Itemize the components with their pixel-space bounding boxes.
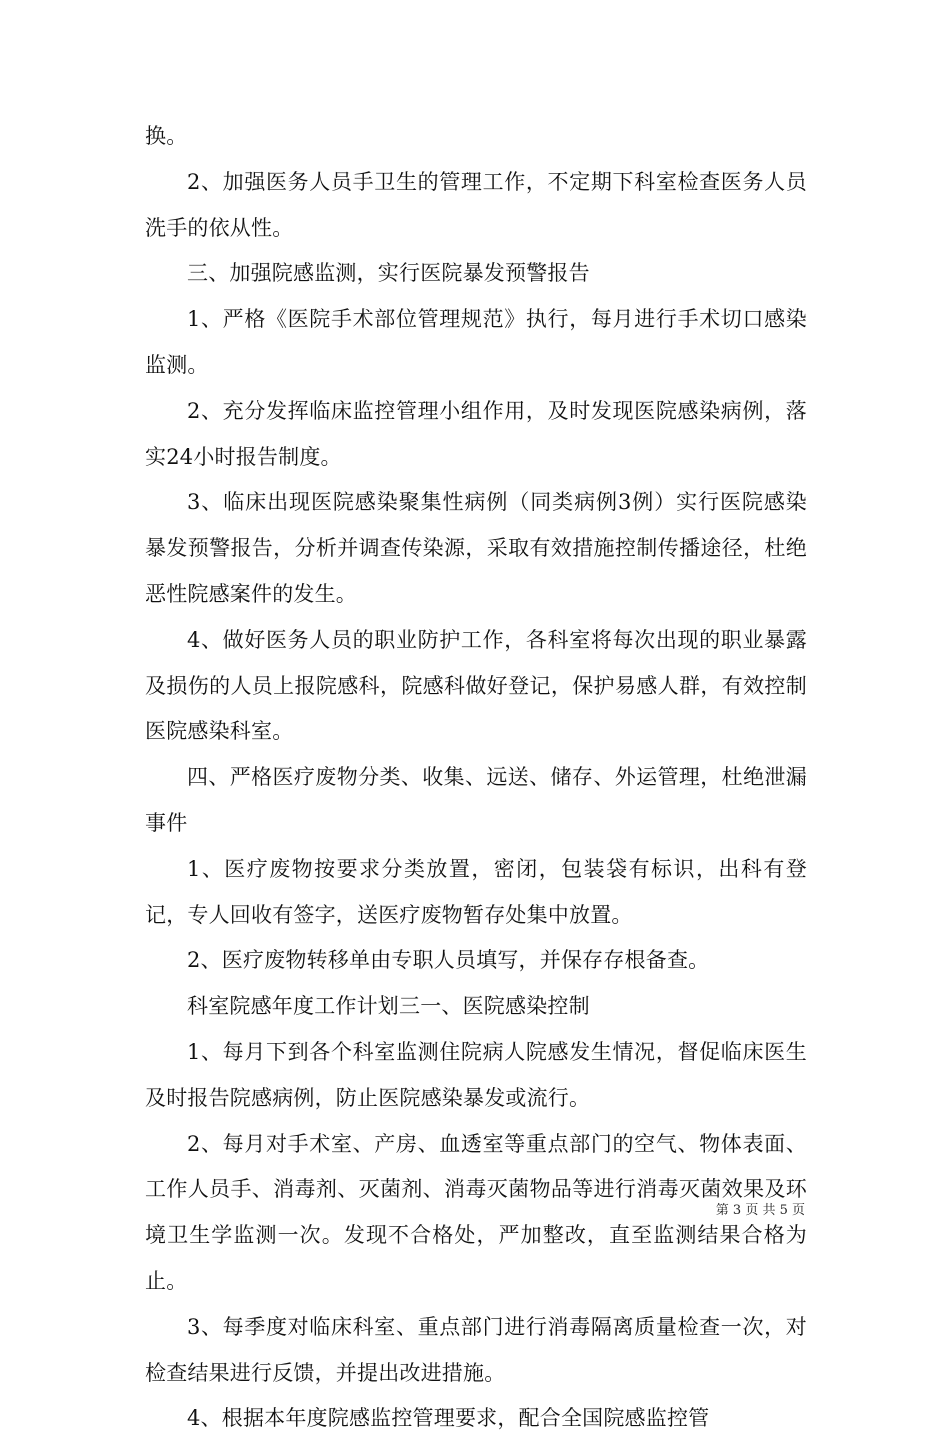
paragraph-quarterly-inspection: 3、每季度对临床科室、重点部门进行消毒隔离质量检查一次，对检查结果进行反馈，并提出改进措施。	[145, 1314, 807, 1385]
paragraph-clinical-monitoring: 2、充分发挥临床监控管理小组作用，及时发现医院感染病例，落实24小时报告制度。	[145, 398, 807, 469]
paragraph-surgical-site: 1、严格《医院手术部位管理规范》执行，每月进行手术切口感染监测。	[145, 307, 807, 377]
paragraph-occupational-protection: 4、做好医务人员的职业防护工作，各科室将每次出现的职业暴露及损伤的人员上报院感科，院感科做好登记，保护易感人群，有效控制医院感染科室。	[145, 627, 807, 744]
paragraph-outbreak-warning: 3、临床出现医院感染聚集性病例（同类病例3例）实行医院感染暴发预警报告，分析并调查传染源，采取有效措施控制传播途径，杜绝恶性院感案件的发生。	[145, 490, 807, 606]
section-heading-surveillance: 三、加强院感监测，实行医院暴发预警报告	[187, 261, 590, 286]
document-body	[145, 114, 807, 1442]
paragraph-annual-requirements: 4、根据本年度院感监控管理要求，配合全国院感监控管	[187, 1406, 710, 1431]
section-heading-medical-waste: 四、严格医疗废物分类、收集、远送、储存、外运管理，杜绝泄漏事件	[145, 765, 807, 835]
section-heading-infection-control: 科室院感年度工作计划三一、医院感染控制	[187, 994, 590, 1019]
paragraph-continuation: 换。	[145, 124, 188, 148]
paragraph-hand-hygiene: 2、加强医务人员手卫生的管理工作，不定期下科室检查医务人员洗手的依从性。	[145, 169, 807, 240]
paragraph-environment-monitoring: 2、每月对手术室、产房、血透室等重点部门的空气、物体表面、工作人员手、消毒剂、灭菌剂、消毒灭菌物品等进行消毒灭菌效果及环境卫生学监测一次。发现不合格处，严加整改，直至监测结果合格为止。	[145, 1131, 807, 1293]
page-number-footer: 第 3 页 共 5 页	[715, 1203, 805, 1218]
paragraph-monthly-monitoring: 1、每月下到各个科室监测住院病人院感发生情况，督促临床医生及时报告院感病例，防止医院感染暴发或流行。	[145, 1039, 807, 1110]
paragraph-waste-transfer: 2、医疗废物转移单由专职人员填写，并保存存根备查。	[187, 948, 710, 973]
paragraph-waste-sorting: 1、医疗废物按要求分类放置，密闭，包装袋有标识，出科有登记，专人回收有签字，送医疗废物暂存处集中放置。	[145, 856, 807, 927]
